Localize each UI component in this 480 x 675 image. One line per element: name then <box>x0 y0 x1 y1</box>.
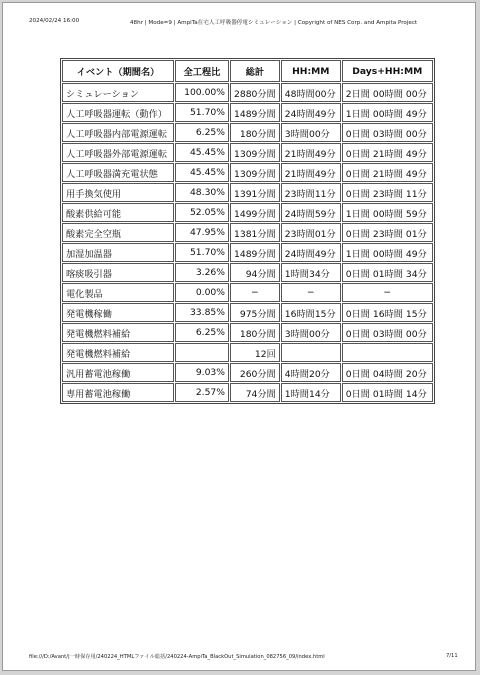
cell-days: 0日間 23時間 01分 <box>342 223 433 242</box>
cell-event: 汎用蓄電池稼働 <box>62 363 174 382</box>
cell-hhmm <box>281 343 341 362</box>
cell-days <box>342 343 433 362</box>
cell-total: 94分間 <box>230 263 280 282</box>
cell-event: 加湿加温器 <box>62 243 174 262</box>
cell-total: − <box>230 283 280 302</box>
table-row <box>62 303 433 322</box>
simulation-table <box>60 58 435 404</box>
cell-days: 0日間 04時間 20分 <box>342 363 433 382</box>
table-row <box>62 383 433 402</box>
cell-days: 0日間 03時間 00分 <box>342 323 433 342</box>
cell-event: 用手換気使用 <box>62 183 174 202</box>
cell-ratio: 52.05% <box>175 203 229 222</box>
table-row <box>62 203 433 222</box>
table-row <box>62 183 433 202</box>
cell-ratio: 51.70% <box>175 103 229 122</box>
cell-hhmm: 16時間15分 <box>281 303 341 322</box>
cell-total: 260分間 <box>230 363 280 382</box>
table-row <box>62 243 433 262</box>
cell-total: 1309分間 <box>230 143 280 162</box>
cell-hhmm: 21時間49分 <box>281 143 341 162</box>
footer-page-number: 7/11 <box>446 653 458 659</box>
table-row <box>62 283 433 302</box>
cell-event: 発電機稼働 <box>62 303 174 322</box>
cell-days: 1日間 00時間 49分 <box>342 243 433 262</box>
cell-days: 2日間 00時間 00分 <box>342 83 433 102</box>
cell-total: 1489分間 <box>230 243 280 262</box>
cell-days: 0日間 21時間 49分 <box>342 143 433 162</box>
table-row <box>62 343 433 362</box>
cell-event: 喀痰吸引器 <box>62 263 174 282</box>
cell-ratio: 3.26% <box>175 263 229 282</box>
cell-ratio: 2.57% <box>175 383 229 402</box>
table-row <box>62 323 433 342</box>
cell-ratio: 51.70% <box>175 243 229 262</box>
header-ratio: 全工程比 <box>175 60 229 82</box>
cell-days: − <box>342 283 433 302</box>
cell-ratio: 6.25% <box>175 123 229 142</box>
cell-hhmm: 1時間34分 <box>281 263 341 282</box>
cell-days: 0日間 01時間 14分 <box>342 383 433 402</box>
cell-ratio: 6.25% <box>175 323 229 342</box>
cell-event: 発電機燃料補給 <box>62 343 174 362</box>
cell-ratio: 0.00% <box>175 283 229 302</box>
cell-ratio: 48.30% <box>175 183 229 202</box>
print-page <box>2 2 476 671</box>
cell-ratio: 47.95% <box>175 223 229 242</box>
cell-days: 0日間 21時間 49分 <box>342 163 433 182</box>
cell-total: 2880分間 <box>230 83 280 102</box>
cell-total: 180分間 <box>230 123 280 142</box>
header-days: Days+HH:MM <box>342 60 433 82</box>
header-hhmm: HH:MM <box>281 60 341 82</box>
table-row <box>62 103 433 122</box>
cell-hhmm: 21時間49分 <box>281 163 341 182</box>
cell-event: 人工呼吸器外部電源運転 <box>62 143 174 162</box>
cell-event: 人工呼吸器満充電状態 <box>62 163 174 182</box>
table-row <box>62 83 433 102</box>
cell-ratio <box>175 343 229 362</box>
cell-days: 0日間 03時間 00分 <box>342 123 433 142</box>
cell-hhmm: 48時間00分 <box>281 83 341 102</box>
cell-hhmm: 24時間49分 <box>281 243 341 262</box>
header-total: 総計 <box>230 60 280 82</box>
table-row <box>62 263 433 282</box>
cell-days: 0日間 16時間 15分 <box>342 303 433 322</box>
cell-total: 1381分間 <box>230 223 280 242</box>
cell-days: 0日間 23時間 11分 <box>342 183 433 202</box>
cell-event: 人工呼吸器運転（動作） <box>62 103 174 122</box>
table-header-row <box>62 60 433 82</box>
table-row <box>62 163 433 182</box>
footer-file-path: file:///D:/Avant/|一時保存用/240224_HTMLファイル総括/240224-AmpiTa_BlackOut_Simulation_082756_09/index.html <box>29 654 325 660</box>
cell-days: 1日間 00時間 49分 <box>342 103 433 122</box>
cell-total: 180分間 <box>230 323 280 342</box>
cell-hhmm: 3時間00分 <box>281 323 341 342</box>
cell-ratio: 45.45% <box>175 143 229 162</box>
table-row <box>62 223 433 242</box>
cell-hhmm: 4時間20分 <box>281 363 341 382</box>
cell-event: 専用蓄電池稼働 <box>62 383 174 402</box>
cell-event: 電化製品 <box>62 283 174 302</box>
cell-hhmm: − <box>281 283 341 302</box>
cell-total: 975分間 <box>230 303 280 322</box>
cell-event: 発電機燃料補給 <box>62 323 174 342</box>
cell-hhmm: 1時間14分 <box>281 383 341 402</box>
table-row <box>62 143 433 162</box>
cell-days: 0日間 01時間 34分 <box>342 263 433 282</box>
table-row <box>62 363 433 382</box>
cell-ratio: 45.45% <box>175 163 229 182</box>
cell-hhmm: 23時間01分 <box>281 223 341 242</box>
cell-hhmm: 24時間49分 <box>281 103 341 122</box>
cell-total: 1489分間 <box>230 103 280 122</box>
cell-ratio: 100.00% <box>175 83 229 102</box>
cell-event: シミュレーション <box>62 83 174 102</box>
cell-hhmm: 23時間11分 <box>281 183 341 202</box>
cell-hhmm: 24時間59分 <box>281 203 341 222</box>
cell-total: 12回 <box>230 343 280 362</box>
header-title: 48hr | Mode=9 | AmpiTa在宅人工呼吸器停電シミュレーション | Copyright of NES Corp. and Ampita Project <box>130 20 418 26</box>
cell-total: 1499分間 <box>230 203 280 222</box>
header-date: 2024/02/24 16:00 <box>29 18 80 24</box>
cell-ratio: 9.03% <box>175 363 229 382</box>
header-event: イベント（期間名） <box>62 60 174 82</box>
cell-event: 酸素完全空瓶 <box>62 223 174 242</box>
cell-hhmm: 3時間00分 <box>281 123 341 142</box>
cell-event: 酸素供給可能 <box>62 203 174 222</box>
cell-ratio: 33.85% <box>175 303 229 322</box>
cell-days: 1日間 00時間 59分 <box>342 203 433 222</box>
cell-event: 人工呼吸器内部電源運転 <box>62 123 174 142</box>
cell-total: 1309分間 <box>230 163 280 182</box>
cell-total: 1391分間 <box>230 183 280 202</box>
cell-total: 74分間 <box>230 383 280 402</box>
table-row <box>62 123 433 142</box>
